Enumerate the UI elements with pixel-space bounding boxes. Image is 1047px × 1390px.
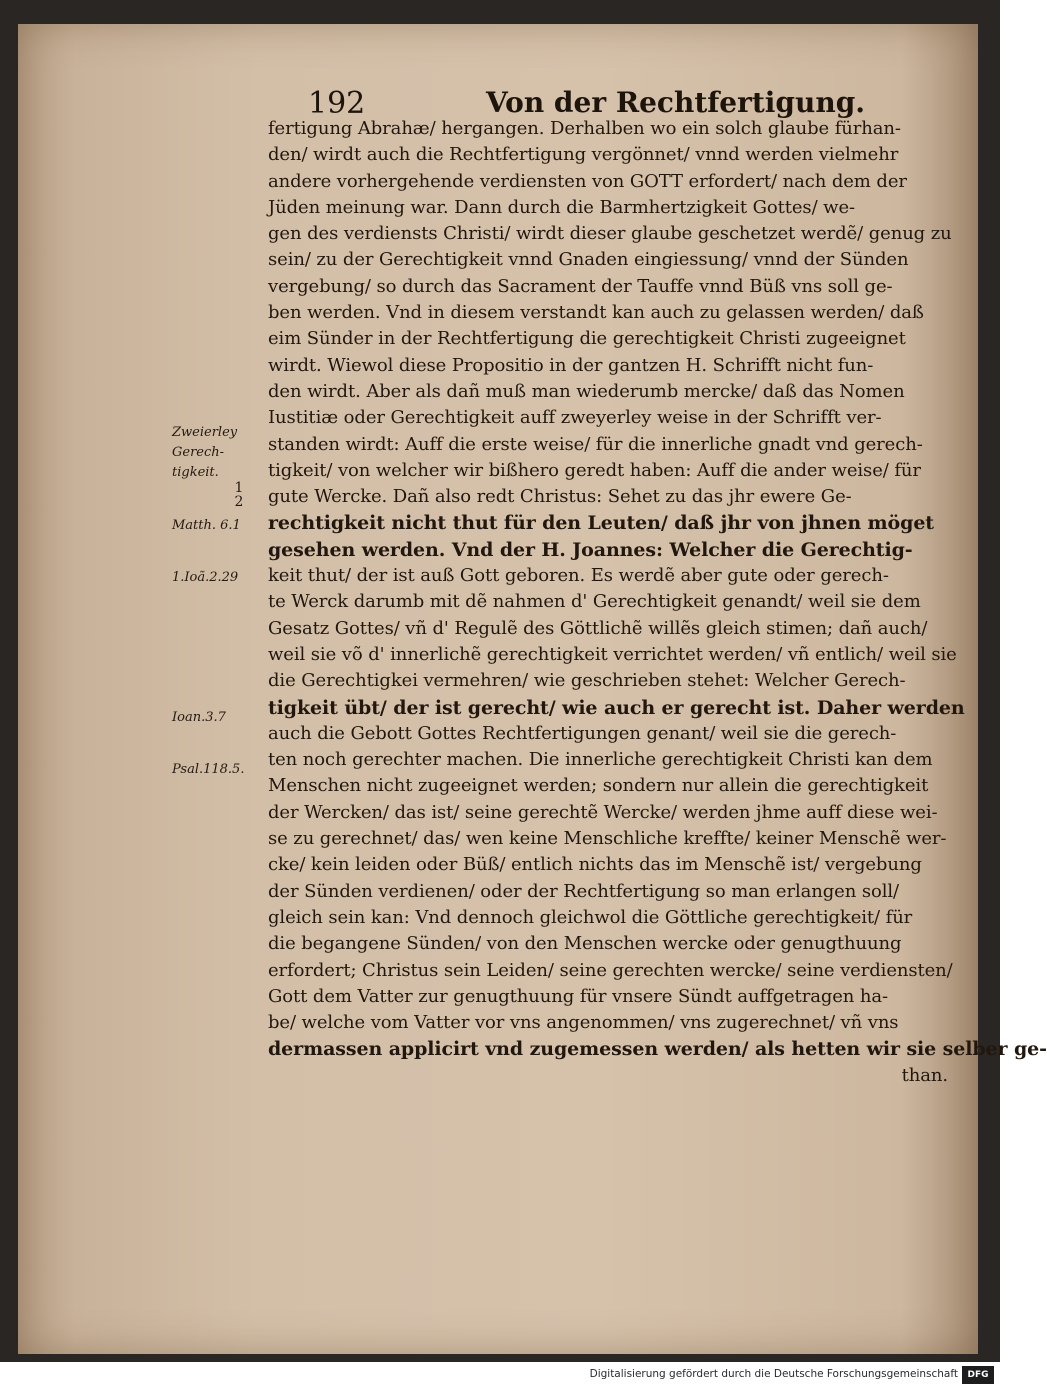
text-line: Gott dem Vatter zur genugthuung für vnsere Sündt auffgetragen ha- xyxy=(268,985,889,1007)
text-line: gen des verdiensts Christi/ wirdt dieser glaube geschetzet werdẽ/ genug zu xyxy=(268,223,952,245)
text-line: be/ welche vom Vatter vor vns angenommen/ vns zugerechnet/ vñ vns xyxy=(268,1012,899,1034)
text-line: die Gerechtigkei vermehren/ wie geschrieben stehet: Welcher Gerech- xyxy=(268,670,906,692)
text-line: der Sünden verdienen/ oder der Rechtfertigung so man erlangen soll/ xyxy=(268,880,899,902)
text-line: rechtigkeit nicht thut für den Leuten/ daß jhr von jhnen möget xyxy=(268,512,934,535)
text-line: den/ wirdt auch die Rechtfertigung vergönnet/ vnnd werden vielmehr xyxy=(268,144,899,166)
text-line: cke/ kein leiden oder Büß/ entlich nichts das im Menschẽ ist/ vergebung xyxy=(268,854,922,876)
text-line: erfordert; Christus sein Leiden/ seine gerechten wercke/ seine verdiensten/ xyxy=(268,959,953,981)
footer-bar xyxy=(0,1362,1000,1390)
body-text xyxy=(268,116,1047,1166)
margin-note: Gerech- xyxy=(172,445,225,460)
text-line: fertigung Abrahæ/ hergangen. Derhalben wo ein solch glaube fürhan- xyxy=(268,118,901,139)
margin-note-number: 2 xyxy=(234,494,244,510)
margin-note: Zweierley xyxy=(172,425,238,440)
text-line: ben werden. Vnd in diesem verstandt kan auch zu gelassen werden/ daß xyxy=(268,302,924,324)
margin-note: 1.Ioã.2.29 xyxy=(172,570,239,585)
text-line: die begangene Sünden/ von den Menschen wercke oder genugthuung xyxy=(268,933,902,955)
text-line: sein/ zu der Gerechtigkeit vnnd Gnaden eingiessung/ vnnd der Sünden xyxy=(268,249,909,271)
text-line: than. xyxy=(901,1064,948,1086)
funding-credit: Digitalisierung gefördert durch die Deutsche Forschungsgemeinschaft xyxy=(589,1368,958,1380)
margin-note: Matth. 6.1 xyxy=(172,518,241,533)
margin-note: tigkeit. xyxy=(172,465,219,480)
text-line: dermassen applicirt vnd zugemessen werden/ als hetten wir sie selber ge- xyxy=(268,1038,1047,1061)
running-title: Von der Rechtfertigung. xyxy=(486,86,866,119)
text-line: auch die Gebott Gottes Rechtfertigungen genant/ weil sie die gerech- xyxy=(268,722,897,744)
text-line: tigkeit/ von welcher wir bißhero geredt haben: Auff die ander weise/ für xyxy=(268,459,921,481)
text-line: der Wercken/ das ist/ seine gerechtẽ Wercke/ werden jhme auff diese wei- xyxy=(268,801,938,823)
text-line: andere vorhergehende verdiensten von GOTT erfordert/ nach dem der xyxy=(268,170,907,192)
text-line: vergebung/ so durch das Sacrament der Tauffe vnnd Büß vns soll ge- xyxy=(268,275,893,297)
text-line: Jüden meinung war. Dann durch die Barmhertzigkeit Gottes/ we- xyxy=(268,196,855,218)
margin-note: Ioan.3.7 xyxy=(172,710,226,725)
margin-note-number: 1 xyxy=(234,480,244,496)
text-line: ten noch gerechter machen. Die innerliche gerechtigkeit Christi kan dem xyxy=(268,749,933,771)
text-line: eim Sünder in der Rechtfertigung die gerechtigkeit Christi zugeeignet xyxy=(268,328,906,350)
text-line: weil sie võ d' innerlichẽ gerechtigkeit verrichtet werden/ vñ entlich/ weil sie xyxy=(268,643,957,665)
text-line: se zu gerechnet/ das/ wen keine Menschliche kreffte/ keiner Menschẽ wer- xyxy=(268,828,947,850)
text-line: te Werck darumb mit dẽ nahmen d' Gerechtigkeit genandt/ weil sie dem xyxy=(268,591,921,613)
text-line: Menschen nicht zugeeignet werden; sondern nur allein die gerechtigkeit xyxy=(268,775,929,797)
text-line: standen wirdt: Auff die erste weise/ für die innerliche gnadt vnd gerech- xyxy=(268,433,923,455)
margin-note: Psal.118.5. xyxy=(172,762,245,777)
page-number: 192 xyxy=(308,86,366,121)
text-line: tigkeit übt/ der ist gerecht/ wie auch er gerecht ist. Daher werden xyxy=(268,696,965,719)
text-line: gleich sein kan: Vnd dennoch gleichwol die Göttliche gerechtigkeit/ für xyxy=(268,906,913,928)
text-line: Gesatz Gottes/ vñ d' Regulẽ des Göttlichẽ willẽs gleich stimen; dañ auch/ xyxy=(268,617,928,639)
text-line: gesehen werden. Vnd der H. Joannes: Welcher die Gerechtig- xyxy=(268,538,913,561)
margin-notes xyxy=(172,0,267,1300)
text-line: den wirdt. Aber als dañ muß man wiederumb mercke/ daß das Nomen xyxy=(268,380,905,402)
text-line: keit thut/ der ist auß Gott geboren. Es werdẽ aber gute oder gerech- xyxy=(268,565,889,587)
text-line: Iustitiæ oder Gerechtigkeit auff zweyerley weise in der Schrifft ver- xyxy=(268,407,882,429)
dfg-logo-icon: DFG xyxy=(962,1366,994,1384)
text-line: wirdt. Wiewol diese Propositio in der gantzen H. Schrifft nicht fun- xyxy=(268,354,874,376)
text-line: gute Wercke. Dañ also redt Christus: Sehet zu das jhr ewere Ge- xyxy=(268,486,852,508)
